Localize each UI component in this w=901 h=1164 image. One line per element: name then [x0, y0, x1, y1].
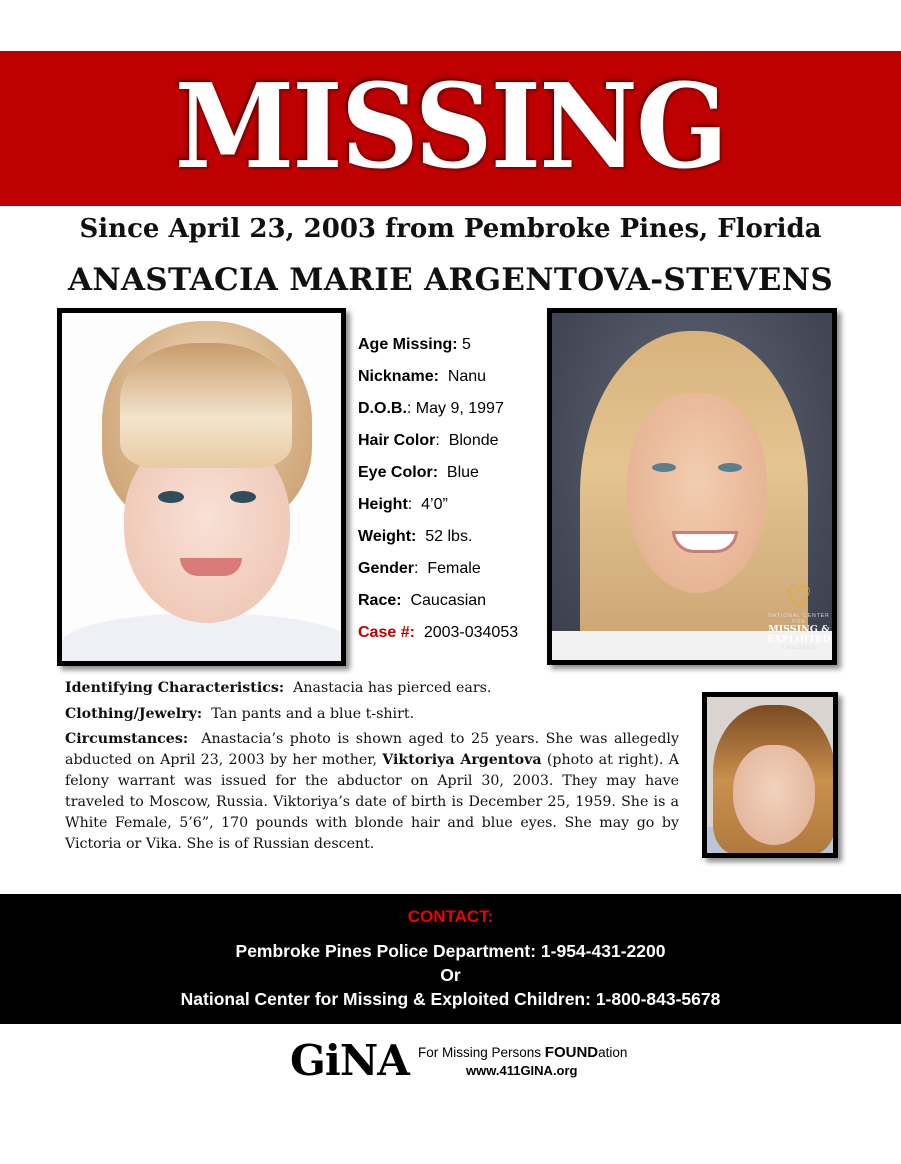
- gina-tagline-bold: FOUND: [544, 1044, 599, 1061]
- abductor-photo: [702, 692, 838, 858]
- circumstances-text-after: (photo at right). A felony warrant was issued for the abductor on April 30, 2003. They may have traveled to Moscow, Russia. Viktoriya’s date of birth is December 25, 1959. She is a White Female, 5’6”, 170 pounds with blonde hair and blue eyes. She may go by Victoria or Vika. She is of Russian descent.: [65, 752, 679, 852]
- detail-label: Hair Color: [358, 432, 436, 449]
- detail-separator: :: [435, 432, 440, 449]
- detail-value: 2003-034053: [423, 624, 519, 641]
- gina-tagline: [418, 1045, 627, 1061]
- gina-tagline-suffix: ation: [598, 1045, 628, 1060]
- child-photo-bangs: [120, 343, 292, 468]
- ncmec-watermark-logo: [764, 583, 834, 659]
- detail-race: [358, 590, 543, 622]
- clothing-label: Clothing/Jewelry:: [65, 705, 203, 722]
- abductor-name: Viktoriya Argentova: [382, 752, 542, 768]
- child-photo-eye: [158, 491, 184, 503]
- detail-label: Gender: [358, 560, 415, 577]
- gina-foundation-logo: [290, 1036, 640, 1085]
- circumstances-label: Circumstances:: [65, 731, 189, 747]
- detail-weight: [358, 526, 543, 558]
- detail-value: 4’0”: [421, 496, 448, 513]
- detail-value: 5: [462, 336, 471, 353]
- detail-value: 52 lbs.: [425, 528, 473, 545]
- ncmec-watermark-line1: MISSING &: [768, 624, 830, 635]
- detail-separator: :: [414, 560, 419, 577]
- ncmec-watermark-line2: EXPLOITED: [767, 634, 831, 645]
- ncmec-watermark-line3: CHILDREN: [782, 645, 816, 651]
- child-photo-mouth: [180, 558, 242, 576]
- detail-label: Race:: [358, 592, 402, 609]
- child-photo-eye: [230, 491, 256, 503]
- missing-title: MISSING: [174, 59, 727, 195]
- detail-hair-color: [358, 430, 543, 462]
- gina-tagline-prefix: For Missing Persons: [418, 1045, 545, 1060]
- detail-separator: :: [406, 400, 412, 417]
- age-progressed-photo-eye: [718, 463, 742, 472]
- detail-label: Age Missing:: [358, 336, 458, 353]
- identifying-characteristics: [65, 678, 679, 699]
- detail-label: Case #:: [358, 624, 415, 641]
- detail-value: Blonde: [448, 432, 499, 449]
- detail-value: Blue: [446, 464, 479, 481]
- detail-separator: :: [407, 496, 413, 513]
- detail-case-number: [358, 622, 543, 654]
- contact-banner: [0, 894, 901, 1024]
- detail-nickname: [358, 366, 543, 398]
- detail-value: May 9, 1997: [415, 400, 504, 417]
- gina-logo-word: GiNA: [290, 1036, 409, 1085]
- age-progressed-photo-face: [627, 393, 767, 593]
- details-list: [358, 334, 543, 654]
- detail-value: Caucasian: [410, 592, 487, 609]
- detail-value: Female: [427, 560, 481, 577]
- detail-label: Nickname:: [358, 368, 439, 385]
- clothing-text: Tan pants and a blue t-shirt.: [211, 705, 415, 722]
- detail-label: Eye Color:: [358, 464, 439, 481]
- detail-label: Height: [358, 496, 408, 513]
- contact-ncmec: National Center for Missing & Exploited Children: 1-800-843-5678: [180, 989, 721, 1009]
- clothing-jewelry: [65, 704, 679, 725]
- contact-heading: CONTACT:: [407, 907, 494, 926]
- detail-height: [358, 494, 543, 526]
- detail-value: Nanu: [447, 368, 487, 385]
- child-photo: [57, 308, 346, 666]
- detail-label: Weight:: [358, 528, 417, 545]
- detail-label: D.O.B.: [358, 400, 407, 417]
- identifying-text: Anastacia has pierced ears.: [293, 680, 492, 696]
- age-progressed-photo: [547, 308, 837, 665]
- identifying-label: Identifying Characteristics:: [65, 680, 285, 696]
- detail-gender: [358, 558, 543, 590]
- missing-since-line: Since April 23, 2003 from Pembroke Pines, Florida: [79, 214, 822, 244]
- detail-age-missing: [358, 334, 543, 366]
- missing-person-name: ANASTACIA MARIE ARGENTOVA-STEVENS: [67, 262, 834, 298]
- ncmec-watermark-top: NATIONAL CENTER FOR: [768, 613, 830, 625]
- contact-police: Pembroke Pines Police Department: 1-954-431-2200: [235, 941, 666, 961]
- detail-dob: [358, 398, 543, 430]
- heart-icon: ♡: [785, 581, 813, 614]
- circumstances-text-before: Anastacia’s photo is shown aged to 25 years. She was allegedly abducted on April 23, 2003 by her mother,: [65, 731, 679, 768]
- case-description: [65, 678, 679, 860]
- detail-eye-color: [358, 462, 543, 494]
- contact-separator: Or: [440, 965, 461, 985]
- age-progressed-photo-eye: [652, 463, 676, 472]
- gina-url: www.411GINA.org: [466, 1063, 578, 1078]
- circumstances: [65, 729, 679, 855]
- abductor-photo-face: [733, 745, 815, 845]
